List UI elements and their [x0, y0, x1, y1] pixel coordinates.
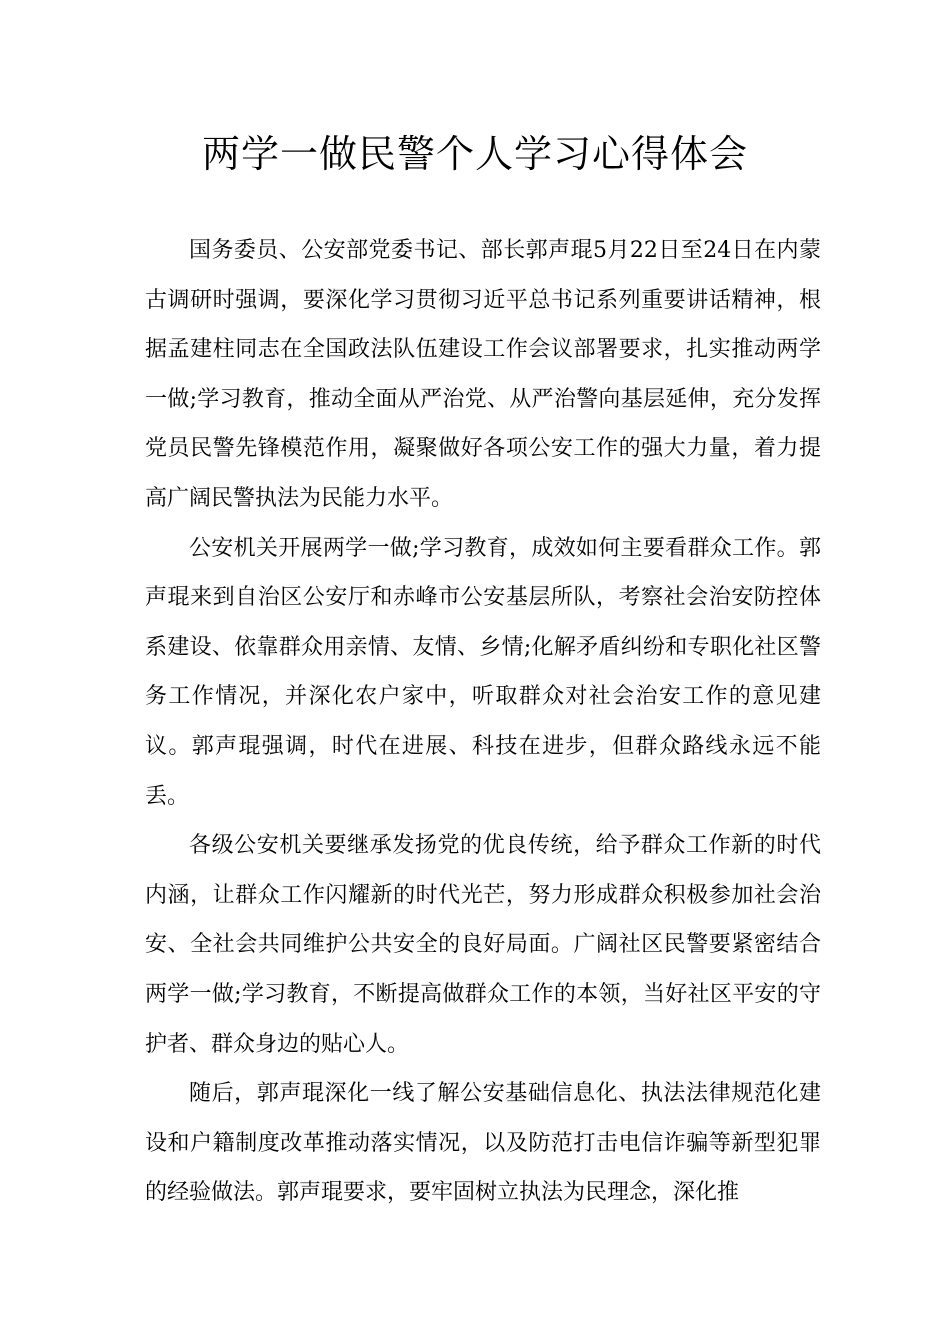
paragraph: 随后，郭声琨深化一线了解公安基础信息化、执法法律规范化建设和户籍制度改革推动落实情况，以及防范打击电信诈骗等新型犯罪的经验做法。郭声琨要求，要牢固树立执法为民理念，深化推 — [145, 1081, 821, 1206]
paragraph: 公安机关开展两学一做;学习教育，成效如何主要看群众工作。郭声琨来到自治区公安厅和赤峰市公安基层所队，考察社会治安防控体系建设、依靠群众用亲情、友情、乡情;化解矛盾纠纷和专职化社区警务工作情况，并深化农户家中，听取群众对社会治安工作的意见建议。郭声琨强调，时代在进展、科技在进步，但群众路线永远不能丢。 — [145, 535, 821, 809]
document-body — [145, 226, 821, 1218]
document-title: 两学一做民警个人学习心得体会 — [201, 132, 748, 176]
paragraph: 国务委员、公安部党委书记、部长郭声琨5月22日至24日在内蒙古调研时强调，要深化学习贯彻习近平总书记系列重要讲话精神，根据孟建柱同志在全国政法队伍建设工作会议部署要求，扎实推动两学一做;学习教育，推动全面从严治党、从严治警向基层延伸，充分发挥党员民警先锋模范作用，凝聚做好各项公安工作的强大力量，着力提高广阔民警执法为民能力水平。 — [145, 238, 821, 511]
paragraph: 各级公安机关要继承发扬党的优良传统，给予群众工作新的时代内涵，让群众工作闪耀新的时代光芒，努力形成群众积极参加社会治安、全社会共同维护公共安全的良好局面。广阔社区民警要紧密结合两学一做;学习教育，不断提高做群众工作的本领，当好社区平安的守护者、群众身边的贴心人。 — [145, 833, 821, 1057]
